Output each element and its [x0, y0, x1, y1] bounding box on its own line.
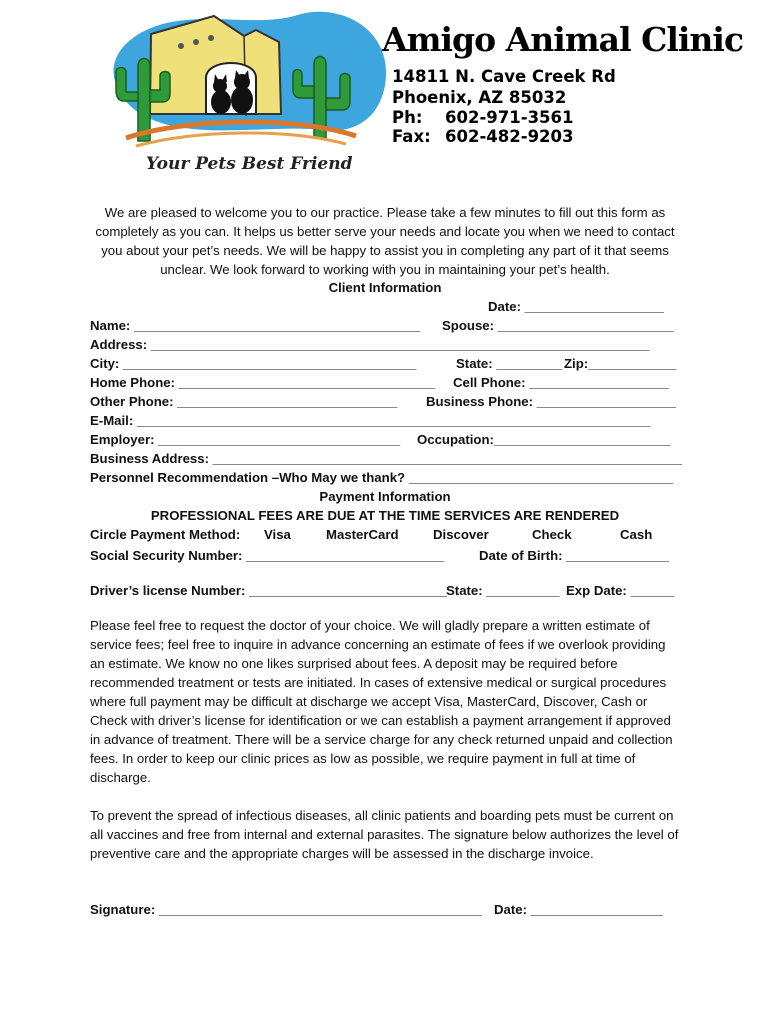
address-row: [90, 337, 680, 356]
address-field[interactable]: Address: ____________________________________________________________________: [90, 337, 650, 352]
clinic-address: 14811 N. Cave Creek Rd: [392, 67, 616, 86]
phone-row: [90, 375, 680, 394]
ssn-row: [90, 548, 680, 567]
drivers-license-row: [90, 583, 680, 602]
phone-number: 602-971-3561: [445, 108, 574, 127]
signature-field[interactable]: Signature: ____________________________________________: [90, 902, 482, 917]
phone-label: Ph:: [392, 108, 423, 127]
email-row: [90, 413, 680, 432]
clinic-fax: [392, 127, 574, 146]
dob-field[interactable]: Date of Birth: ______________: [479, 548, 669, 563]
exp-date-field[interactable]: Exp Date: ______: [566, 583, 675, 598]
business-phone-field[interactable]: Business Phone: ___________________: [426, 394, 677, 409]
signature-date-field[interactable]: Date: __________________: [494, 902, 663, 917]
payment-option-check[interactable]: Check: [532, 527, 572, 542]
email-field[interactable]: E-Mail: ______________________________________________________________________: [90, 413, 651, 428]
name-field[interactable]: Name: _______________________________________: [90, 318, 421, 333]
occupation-field[interactable]: Occupation:________________________: [417, 432, 670, 447]
date-row: [90, 299, 680, 318]
payment-option-visa[interactable]: Visa: [264, 527, 291, 542]
dl-state-field[interactable]: State: __________: [446, 583, 560, 598]
payment-option-discover[interactable]: Discover: [433, 527, 489, 542]
tagline: Your Pets Best Friend: [146, 154, 353, 174]
payment-method-row: [90, 527, 680, 546]
cell-phone-field[interactable]: Cell Phone: ___________________: [453, 375, 669, 390]
fax-number: 602-482-9203: [445, 127, 574, 146]
payment-method-label: Circle Payment Method:: [90, 527, 241, 542]
home-phone-field[interactable]: Home Phone: ___________________________________: [90, 375, 436, 390]
payment-option-cash[interactable]: Cash: [620, 527, 653, 542]
signature-row: [90, 902, 680, 921]
name-row: [90, 318, 680, 337]
zip-field[interactable]: Zip:____________: [564, 356, 677, 371]
city-row: [90, 356, 680, 375]
business-address-field[interactable]: Business Address: ________________________________________________________________: [90, 451, 683, 466]
intro-paragraph: We are pleased to welcome you to our practice. Please take a few minutes to fill out this form as completely as you can. It helps us better serve your needs and locate you when we need to contact you about your pet’s needs. We will be happy to assist you in completing any part of it that seems unclear. We look forward to working with you in maintaining your pet’s health.: [95, 205, 675, 277]
clinic-city: Phoenix, AZ 85032: [392, 88, 567, 107]
recommendation-field[interactable]: Personnel Recommendation –Who May we thank? ____________________________________: [90, 470, 673, 485]
employer-field[interactable]: Employer: _________________________________: [90, 432, 401, 447]
recommendation-row: [90, 470, 680, 489]
clinic-phone: [392, 108, 574, 127]
clinic-name: Amigo Animal Clinic: [382, 20, 744, 59]
fees-paragraph: Please feel free to request the doctor of your choice. We will gladly prepare a written estimate of service fees; feel free to inquire in advance concerning an estimate of fees if we overlook providing an estimate. We know no one likes surprised about fees. A deposit may be required before recommended treatment or tests are initiated. In cases of extensive medical or surgical procedures where full payment may be difficult at discharge we accept Visa, MasterCard, Discover, Cash or Check with driver’s license for identification or we can establish a payment arrangement if approved in advance of treatment. There will be a service charge for any check returned unpaid and collection fees. In order to keep our clinic prices as low as possible, we require payment in full at time of discharge.: [90, 618, 673, 785]
client-info-heading: Client Information: [328, 280, 442, 295]
fax-label: Fax:: [392, 127, 431, 146]
state-field[interactable]: State: _________: [456, 356, 563, 371]
business-address-row: [90, 451, 683, 470]
payment-option-mastercard[interactable]: MasterCard: [326, 527, 399, 542]
ssn-field[interactable]: Social Security Number: ___________________________: [90, 548, 445, 563]
vaccine-paragraph: To prevent the spread of infectious diseases, all clinic patients and boarding pets must be current on all vaccines and free from internal and external parasites. The signature below authorizes the level of preventive care and the appropriate charges will be assessed in the discharge invoice.: [90, 808, 679, 861]
drivers-license-field[interactable]: Driver’s license Number: ___________________________: [90, 583, 448, 598]
spouse-field[interactable]: Spouse: ________________________: [442, 318, 674, 333]
city-field[interactable]: City: ________________________________________: [90, 356, 417, 371]
date-field[interactable]: Date: ___________________: [488, 299, 664, 314]
fees-notice: PROFESSIONAL FEES ARE DUE AT THE TIME SERVICES ARE RENDERED: [150, 508, 620, 523]
other-phone-field[interactable]: Other Phone: ______________________________: [90, 394, 398, 409]
payment-info-heading: Payment Information: [319, 489, 451, 504]
employer-row: [90, 432, 680, 451]
other-phone-row: [90, 394, 680, 413]
